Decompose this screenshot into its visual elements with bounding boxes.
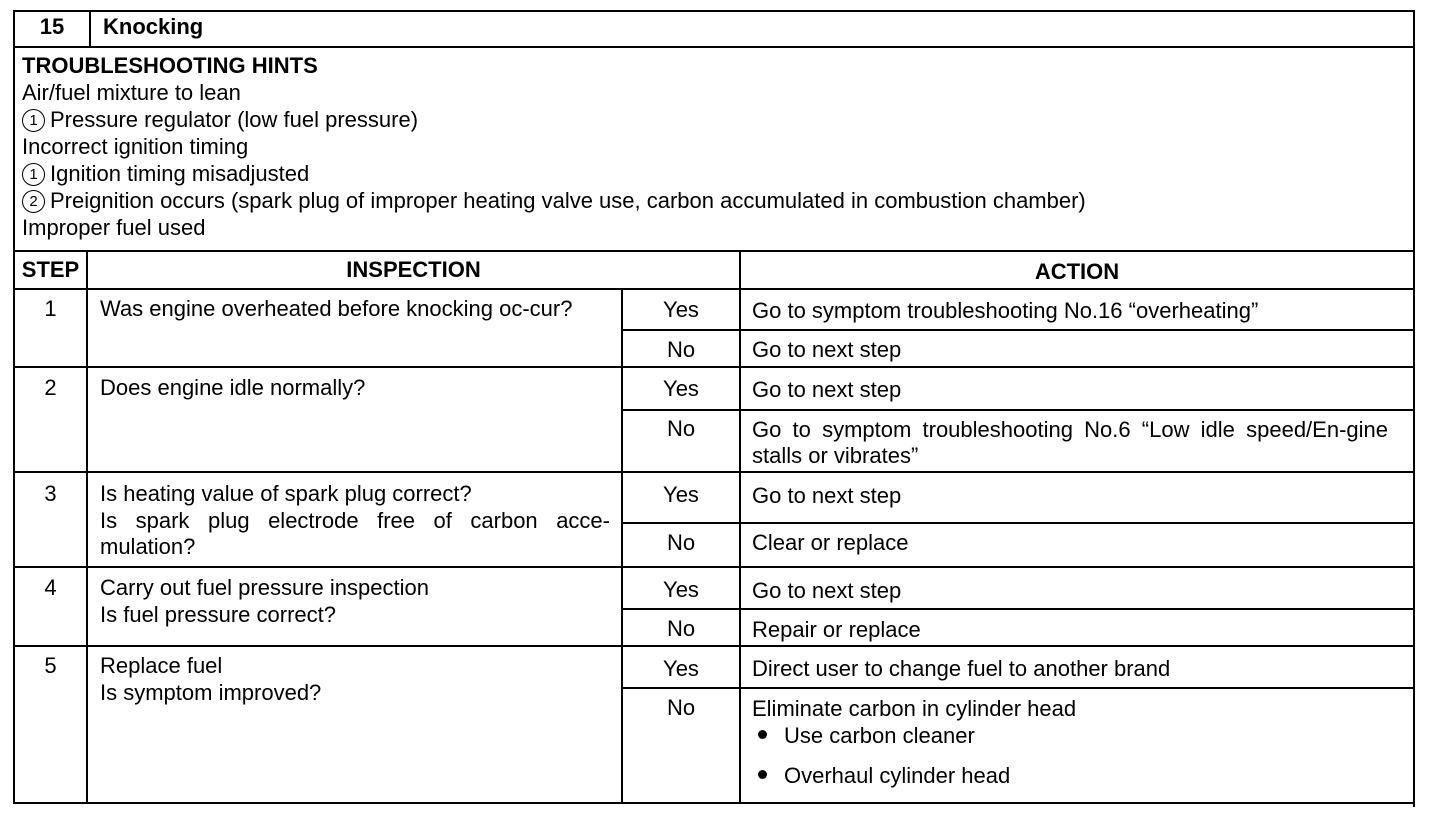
- bullet-icon: [758, 730, 767, 739]
- action-text: Eliminate carbon in cylinder head: [752, 696, 1077, 721]
- divider: [739, 250, 741, 804]
- column-header-step: STEP: [21, 257, 80, 282]
- divider: [13, 250, 1415, 252]
- divider: [621, 687, 1415, 689]
- divider: [86, 250, 88, 804]
- column-header-inspection: INSPECTION: [346, 257, 481, 282]
- divider: [13, 46, 1415, 48]
- action-text: Go to next step: [752, 578, 902, 603]
- inspection-text: Is spark plug electrode free of carbon acce-mulation?: [100, 508, 610, 559]
- yes-label: Yes: [663, 297, 699, 322]
- divider: [13, 471, 1415, 473]
- border-bottom: [13, 802, 1415, 804]
- divider: [13, 288, 1415, 290]
- action-bullet-item: [752, 723, 975, 749]
- inspection-text: Is fuel pressure correct?: [100, 602, 336, 627]
- no-label: No: [666, 530, 696, 555]
- inspection-text: Is heating value of spark plug correct?: [100, 481, 472, 506]
- inspection-text: Replace fuel: [100, 653, 223, 678]
- circled-number: 1: [22, 163, 45, 186]
- inspection-text: Carry out fuel pressure inspection: [100, 575, 429, 600]
- step-number: 2: [44, 375, 57, 400]
- bullet-icon: [758, 770, 767, 779]
- step-number: 1: [44, 296, 57, 321]
- no-label: No: [666, 695, 696, 720]
- hint-item-text: Ignition timing misadjusted: [50, 161, 310, 186]
- action-text: Go to symptom troubleshooting No.6 “Low idle speed/En-gine stalls or vibrates”: [752, 417, 1388, 468]
- hint-item: [22, 107, 418, 133]
- step-number: 4: [44, 575, 57, 600]
- action-bullet-item: [752, 763, 1010, 789]
- step-number: 3: [44, 481, 57, 506]
- no-label: No: [666, 616, 696, 641]
- yes-label: Yes: [663, 376, 699, 401]
- hint-item: [22, 188, 1086, 214]
- hint-item: [22, 161, 309, 187]
- inspection-text: Is symptom improved?: [100, 680, 322, 705]
- hint-cause: Improper fuel used: [22, 215, 206, 240]
- inspection-text: Was engine overheated before knocking oc-cur?: [100, 296, 573, 321]
- circled-number: 1: [22, 109, 45, 132]
- action-text: Go to symptom troubleshooting No.16 “overheating”: [752, 298, 1259, 323]
- no-label: No: [666, 416, 696, 441]
- yes-label: Yes: [663, 482, 699, 507]
- bullet-text: Overhaul cylinder head: [784, 763, 1011, 788]
- hints-heading: TROUBLESHOOTING HINTS: [22, 53, 318, 78]
- column-header-action: ACTION: [1034, 259, 1120, 284]
- hint-item-text: Preignition occurs (spark plug of improper heating valve use, carbon accumulated in combustion chamber): [50, 188, 1086, 213]
- step-number: 5: [44, 653, 57, 678]
- circled-number: 2: [22, 190, 45, 213]
- border-top: [13, 10, 1415, 12]
- divider: [13, 566, 1415, 568]
- action-text: Clear or replace: [752, 530, 909, 555]
- divider: [621, 409, 1415, 411]
- hint-cause: Air/fuel mixture to lean: [22, 80, 241, 105]
- no-label: No: [666, 337, 696, 362]
- action-text: Repair or replace: [752, 617, 921, 642]
- yes-label: Yes: [663, 656, 699, 681]
- yes-label: Yes: [663, 577, 699, 602]
- divider: [621, 329, 1415, 331]
- action-text: Go to next step: [752, 377, 902, 402]
- hint-cause: Incorrect ignition timing: [22, 134, 249, 159]
- divider: [621, 608, 1415, 610]
- inspection-text: Does engine idle normally?: [100, 375, 366, 400]
- hint-item-text: Pressure regulator (low fuel pressure): [50, 107, 419, 132]
- divider: [89, 10, 91, 48]
- divider: [621, 522, 1415, 524]
- section-number: 15: [39, 14, 65, 39]
- action-text: Direct user to change fuel to another brand: [752, 656, 1171, 681]
- divider: [13, 366, 1415, 368]
- border-left: [13, 10, 15, 804]
- action-text: Go to next step: [752, 483, 902, 508]
- action-text: Go to next step: [752, 337, 902, 362]
- section-title: Knocking: [103, 14, 204, 39]
- bullet-text: Use carbon cleaner: [784, 723, 975, 748]
- divider: [13, 645, 1415, 647]
